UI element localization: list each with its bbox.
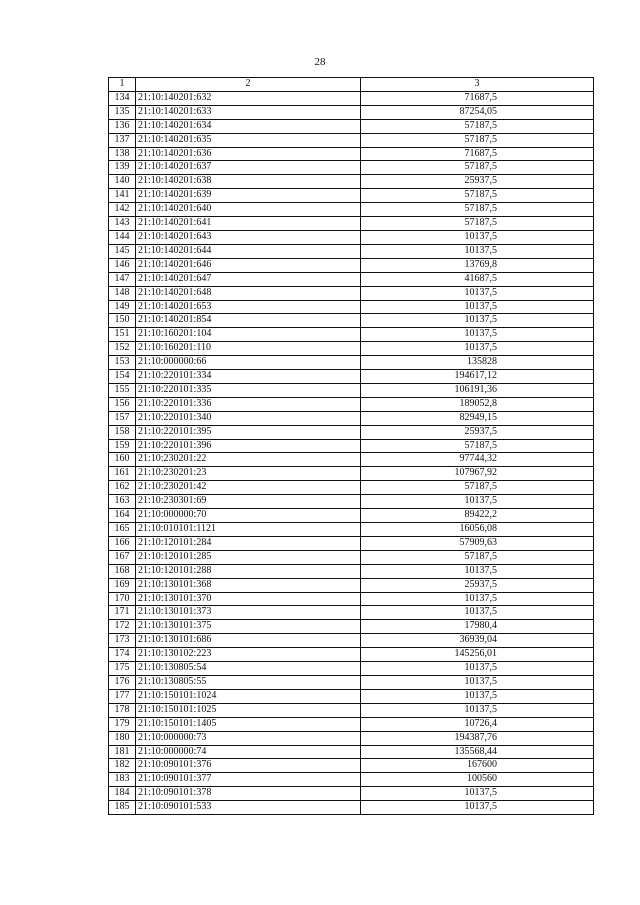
row-number: 170 [109, 592, 136, 606]
cadastral-value: 25937,5 [361, 578, 594, 592]
row-number: 164 [109, 509, 136, 523]
cadastral-value: 57187,5 [361, 161, 594, 175]
table-row [109, 203, 594, 217]
cadastral-value: 10137,5 [361, 703, 594, 717]
cadastral-number: 21:10:220101:334 [136, 370, 361, 384]
cadastral-value: 57187,5 [361, 133, 594, 147]
row-number: 136 [109, 119, 136, 133]
table-row [109, 425, 594, 439]
table-row [109, 105, 594, 119]
table-row [109, 509, 594, 523]
row-number: 158 [109, 425, 136, 439]
cadastral-value: 10137,5 [361, 662, 594, 676]
cadastral-value: 10137,5 [361, 606, 594, 620]
cadastral-number: 21:10:140201:632 [136, 91, 361, 105]
row-number: 137 [109, 133, 136, 147]
cadastral-number: 21:10:140201:647 [136, 272, 361, 286]
row-number: 156 [109, 397, 136, 411]
cadastral-number: 21:10:140201:646 [136, 258, 361, 272]
cadastral-number: 21:10:130101:375 [136, 620, 361, 634]
cadastral-number: 21:10:160201:110 [136, 342, 361, 356]
cadastral-number: 21:10:130101:370 [136, 592, 361, 606]
cadastral-value: 10137,5 [361, 495, 594, 509]
cadastral-number: 21:10:090101:533 [136, 801, 361, 815]
table-row [109, 258, 594, 272]
cadastral-number: 21:10:000000:73 [136, 731, 361, 745]
cadastral-number: 21:10:160201:104 [136, 328, 361, 342]
row-number: 166 [109, 536, 136, 550]
cadastral-value: 71687,5 [361, 147, 594, 161]
cadastral-value: 10137,5 [361, 244, 594, 258]
row-number: 167 [109, 550, 136, 564]
table-row [109, 550, 594, 564]
table-row [109, 300, 594, 314]
row-number: 154 [109, 370, 136, 384]
table-row [109, 342, 594, 356]
cadastral-number: 21:10:120101:284 [136, 536, 361, 550]
cadastral-number: 21:10:130805:54 [136, 662, 361, 676]
row-number: 178 [109, 703, 136, 717]
row-number: 147 [109, 272, 136, 286]
cadastral-number: 21:10:140201:653 [136, 300, 361, 314]
row-number: 174 [109, 648, 136, 662]
cadastral-number: 21:10:150101:1405 [136, 717, 361, 731]
cadastral-number: 21:10:140201:648 [136, 286, 361, 300]
table-row [109, 411, 594, 425]
table-row [109, 717, 594, 731]
table-row [109, 481, 594, 495]
table-row [109, 564, 594, 578]
cadastral-number: 21:10:140201:854 [136, 314, 361, 328]
cadastral-value: 100560 [361, 773, 594, 787]
row-number: 146 [109, 258, 136, 272]
table-row [109, 801, 594, 815]
row-number: 185 [109, 801, 136, 815]
page-number: 28 [314, 56, 326, 68]
table-row [109, 91, 594, 105]
cadastral-value: 167600 [361, 759, 594, 773]
table-row [109, 703, 594, 717]
cadastral-value: 41687,5 [361, 272, 594, 286]
table-row [109, 244, 594, 258]
table-row [109, 397, 594, 411]
cadastral-number: 21:10:090101:376 [136, 759, 361, 773]
row-number: 160 [109, 453, 136, 467]
cadastral-number: 21:10:230201:23 [136, 467, 361, 481]
cadastral-number: 21:10:220101:396 [136, 439, 361, 453]
table-row [109, 272, 594, 286]
cadastral-number: 21:10:000000:74 [136, 745, 361, 759]
table-row [109, 356, 594, 370]
table-row [109, 731, 594, 745]
cadastral-value: 87254,05 [361, 105, 594, 119]
cadastral-number: 21:10:090101:377 [136, 773, 361, 787]
row-number: 142 [109, 203, 136, 217]
row-number: 165 [109, 523, 136, 537]
cadastral-value: 57187,5 [361, 189, 594, 203]
cadastral-number: 21:10:140201:633 [136, 105, 361, 119]
cadastral-value: 10137,5 [361, 564, 594, 578]
row-number: 172 [109, 620, 136, 634]
table-row [109, 286, 594, 300]
table-row [109, 230, 594, 244]
cadastral-number: 21:10:140201:634 [136, 119, 361, 133]
cadastral-value: 189052,8 [361, 397, 594, 411]
cadastral-number: 21:10:120101:288 [136, 564, 361, 578]
cadastral-number: 21:10:220101:340 [136, 411, 361, 425]
row-number: 161 [109, 467, 136, 481]
table-row [109, 787, 594, 801]
table-row [109, 620, 594, 634]
cadastral-value: 97744,32 [361, 453, 594, 467]
cadastral-value: 57187,5 [361, 550, 594, 564]
cadastral-value: 10137,5 [361, 787, 594, 801]
table-row [109, 495, 594, 509]
row-number: 139 [109, 161, 136, 175]
cadastral-number: 21:10:140201:635 [136, 133, 361, 147]
cadastral-value: 82949,15 [361, 411, 594, 425]
row-number: 152 [109, 342, 136, 356]
table-row [109, 578, 594, 592]
cadastral-value: 10137,5 [361, 342, 594, 356]
table-row [109, 314, 594, 328]
row-number: 149 [109, 300, 136, 314]
table-row [109, 133, 594, 147]
cadastral-number: 21:10:140201:636 [136, 147, 361, 161]
cadastral-value: 10137,5 [361, 328, 594, 342]
cadastral-value: 17980,4 [361, 620, 594, 634]
row-number: 162 [109, 481, 136, 495]
row-number: 180 [109, 731, 136, 745]
cadastral-number: 21:10:140201:641 [136, 217, 361, 231]
table-row [109, 453, 594, 467]
table-row [109, 147, 594, 161]
cadastral-value: 107967,92 [361, 467, 594, 481]
table-row [109, 773, 594, 787]
row-number: 173 [109, 634, 136, 648]
row-number: 140 [109, 175, 136, 189]
row-number: 155 [109, 383, 136, 397]
table-row [109, 634, 594, 648]
cadastral-value: 57909,63 [361, 536, 594, 550]
row-number: 151 [109, 328, 136, 342]
row-number: 177 [109, 689, 136, 703]
cadastral-value: 25937,5 [361, 175, 594, 189]
row-number: 171 [109, 606, 136, 620]
cadastral-value: 10137,5 [361, 592, 594, 606]
row-number: 134 [109, 91, 136, 105]
cadastral-value: 145256,01 [361, 648, 594, 662]
row-number: 175 [109, 662, 136, 676]
cadastral-number: 21:10:000000:66 [136, 356, 361, 370]
cadastral-value: 89422,2 [361, 509, 594, 523]
cadastral-value: 57187,5 [361, 119, 594, 133]
row-number: 182 [109, 759, 136, 773]
row-number: 159 [109, 439, 136, 453]
cadastral-number: 21:10:230301:69 [136, 495, 361, 509]
cadastral-number: 21:10:130805:55 [136, 675, 361, 689]
table-row [109, 217, 594, 231]
table-row [109, 328, 594, 342]
row-number: 181 [109, 745, 136, 759]
cadastral-value: 10137,5 [361, 801, 594, 815]
cadastral-value: 13769,8 [361, 258, 594, 272]
cadastral-number: 21:10:130102:223 [136, 648, 361, 662]
table-row [109, 606, 594, 620]
cadastral-number: 21:10:010101:1121 [136, 523, 361, 537]
cadastral-number: 21:10:130101:373 [136, 606, 361, 620]
row-number: 148 [109, 286, 136, 300]
row-number: 143 [109, 217, 136, 231]
cadastral-number: 21:10:140201:640 [136, 203, 361, 217]
cadastral-value: 194387,76 [361, 731, 594, 745]
cadastral-value: 16056,08 [361, 523, 594, 537]
cadastral-value: 57187,5 [361, 481, 594, 495]
cadastral-value: 135828 [361, 356, 594, 370]
row-number: 144 [109, 230, 136, 244]
cadastral-number: 21:10:140201:643 [136, 230, 361, 244]
row-number: 183 [109, 773, 136, 787]
row-number: 169 [109, 578, 136, 592]
row-number: 184 [109, 787, 136, 801]
cadastral-value: 25937,5 [361, 425, 594, 439]
cadastral-number: 21:10:000000:70 [136, 509, 361, 523]
cadastral-value: 10137,5 [361, 230, 594, 244]
cadastral-value: 36939,04 [361, 634, 594, 648]
table-row [109, 662, 594, 676]
table-row [109, 383, 594, 397]
cadastral-number: 21:10:150101:1025 [136, 703, 361, 717]
header-row [109, 78, 594, 92]
cadastral-value: 10726,4 [361, 717, 594, 731]
table-row [109, 189, 594, 203]
cadastral-value: 10137,5 [361, 314, 594, 328]
table-row [109, 467, 594, 481]
cadastral-value: 57187,5 [361, 439, 594, 453]
cadastral-value: 10137,5 [361, 689, 594, 703]
table-body [109, 91, 594, 814]
table-row [109, 119, 594, 133]
table-row [109, 648, 594, 662]
table-row [109, 175, 594, 189]
row-number: 135 [109, 105, 136, 119]
row-number: 168 [109, 564, 136, 578]
cadastral-number: 21:10:230201:22 [136, 453, 361, 467]
cadastral-value: 10137,5 [361, 286, 594, 300]
row-number: 179 [109, 717, 136, 731]
cadastral-number: 21:10:090101:378 [136, 787, 361, 801]
cadastral-number: 21:10:140201:639 [136, 189, 361, 203]
table-row [109, 675, 594, 689]
cadastral-value: 194617,12 [361, 370, 594, 384]
cadastral-number: 21:10:150101:1024 [136, 689, 361, 703]
row-number: 153 [109, 356, 136, 370]
cadastral-number: 21:10:230201:42 [136, 481, 361, 495]
column-header-3: 3 [361, 78, 594, 92]
row-number: 163 [109, 495, 136, 509]
cadastral-number: 21:10:220101:335 [136, 383, 361, 397]
cadastral-number: 21:10:220101:336 [136, 397, 361, 411]
row-number: 176 [109, 675, 136, 689]
cadastral-number: 21:10:130101:686 [136, 634, 361, 648]
table-row [109, 439, 594, 453]
cadastral-number: 21:10:130101:368 [136, 578, 361, 592]
table-row [109, 536, 594, 550]
cadastral-number: 21:10:140201:637 [136, 161, 361, 175]
cadastral-number: 21:10:140201:644 [136, 244, 361, 258]
column-header-2: 2 [136, 78, 361, 92]
column-header-1: 1 [109, 78, 136, 92]
cadastral-value-table [108, 77, 594, 815]
row-number: 150 [109, 314, 136, 328]
table-row [109, 689, 594, 703]
cadastral-value: 106191,36 [361, 383, 594, 397]
row-number: 141 [109, 189, 136, 203]
table-row [109, 759, 594, 773]
row-number: 138 [109, 147, 136, 161]
cadastral-value: 57187,5 [361, 217, 594, 231]
table-row [109, 161, 594, 175]
cadastral-number: 21:10:220101:395 [136, 425, 361, 439]
table-row [109, 523, 594, 537]
table-row [109, 745, 594, 759]
cadastral-value: 71687,5 [361, 91, 594, 105]
cadastral-number: 21:10:120101:285 [136, 550, 361, 564]
row-number: 157 [109, 411, 136, 425]
table-row [109, 592, 594, 606]
cadastral-number: 21:10:140201:638 [136, 175, 361, 189]
table-row [109, 370, 594, 384]
cadastral-value: 10137,5 [361, 675, 594, 689]
cadastral-value: 135568,44 [361, 745, 594, 759]
cadastral-value: 57187,5 [361, 203, 594, 217]
cadastral-value: 10137,5 [361, 300, 594, 314]
row-number: 145 [109, 244, 136, 258]
